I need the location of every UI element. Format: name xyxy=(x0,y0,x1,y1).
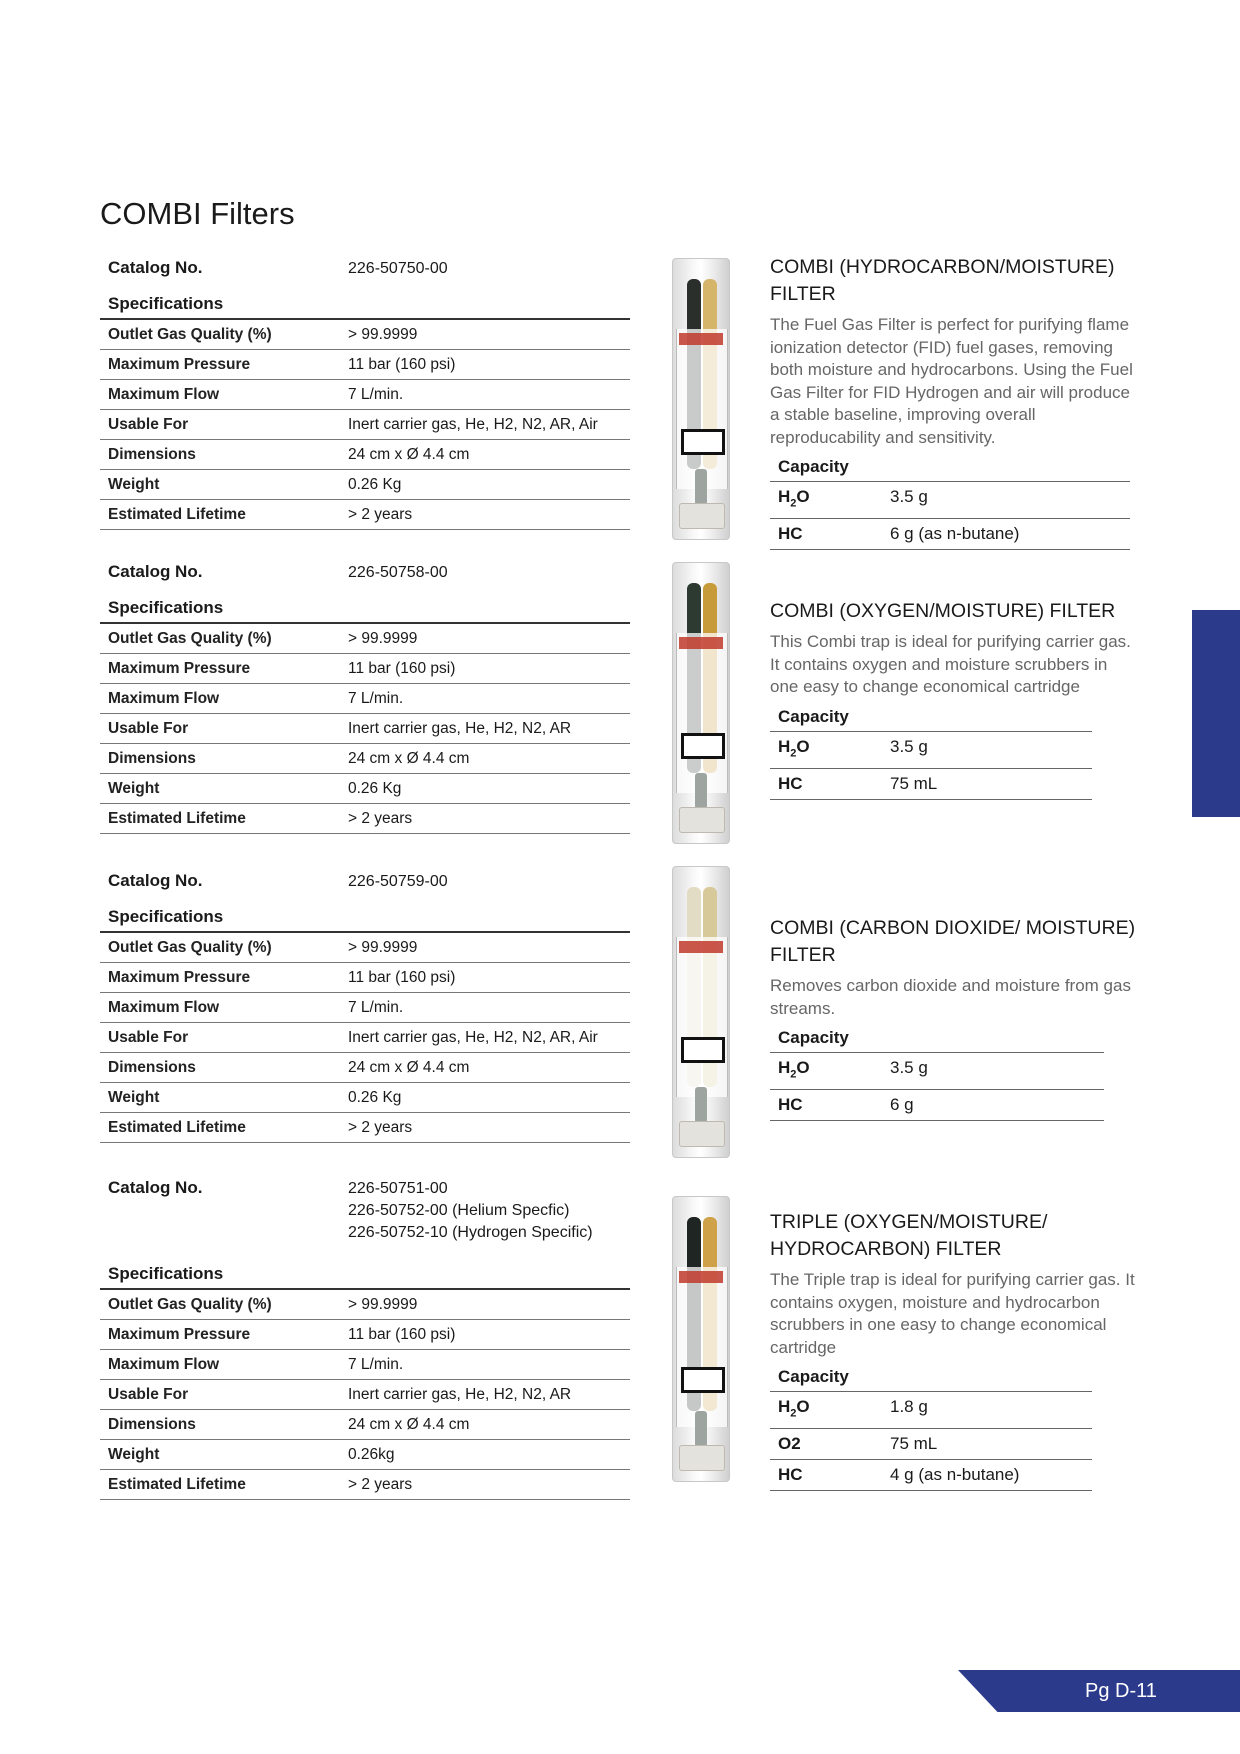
section-side-tab xyxy=(1192,610,1240,817)
brand-logo xyxy=(679,1271,723,1283)
cartridge-base xyxy=(679,1445,725,1471)
spec-row xyxy=(100,684,630,714)
product-description-block xyxy=(770,598,1140,800)
product-description: The Triple trap is ideal for purifying carrier gas. It contains oxygen, moisture and hydrocarbon scrubbers in one easy to change economical cartridge xyxy=(770,1270,1135,1357)
spec-value: Inert carrier gas, He, H2, N2, AR, Air xyxy=(348,416,598,433)
spec-label: Maximum Pressure xyxy=(108,660,251,677)
spec-label: Maximum Pressure xyxy=(108,1326,251,1343)
catalog-number xyxy=(348,258,448,280)
spec-label: Estimated Lifetime xyxy=(108,1119,246,1136)
spec-value: Inert carrier gas, He, H2, N2, AR, Air xyxy=(348,1029,598,1046)
indicator-icon xyxy=(681,1037,725,1063)
filter-cartridge-image xyxy=(672,562,732,842)
spec-value: 24 cm x Ø 4.4 cm xyxy=(348,446,470,463)
spec-label: Usable For xyxy=(108,720,189,737)
capacity-row xyxy=(770,1460,1092,1491)
spec-row xyxy=(100,320,630,350)
spec-row xyxy=(100,1023,630,1053)
spec-value: 11 bar (160 psi) xyxy=(348,1326,456,1343)
product-description: Removes carbon dioxide and moisture from gas streams. xyxy=(770,976,1131,1018)
spec-row xyxy=(100,1380,630,1410)
cartridge-tube xyxy=(672,258,730,540)
spec-value: 0.26kg xyxy=(348,1446,395,1463)
capacity-value: 75 mL xyxy=(890,773,938,793)
catalog-number-line: 226-50750-00 xyxy=(348,260,448,277)
capacity-heading: Capacity xyxy=(770,449,1130,482)
subscript: 2 xyxy=(790,1407,797,1420)
cartridge-base xyxy=(679,503,725,529)
cartridge-base xyxy=(679,807,725,833)
capacity-heading: Capacity xyxy=(770,1020,1104,1053)
capacity-row xyxy=(770,1090,1104,1121)
product-description-block xyxy=(770,915,1140,1121)
spec-row xyxy=(100,1290,630,1320)
catalog-row xyxy=(100,258,630,280)
capacity-table xyxy=(770,1359,1092,1491)
catalog-number-line: 226-50758-00 xyxy=(348,564,448,581)
spec-label: Estimated Lifetime xyxy=(108,810,246,827)
capacity-row xyxy=(770,482,1130,519)
product-title: COMBI (CARBON DIOXIDE/ MOISTURE) FILTER xyxy=(770,917,1136,966)
spec-row xyxy=(100,380,630,410)
spec-row xyxy=(100,993,630,1023)
indicator-icon xyxy=(681,429,725,455)
spec-label: Usable For xyxy=(108,1029,189,1046)
spec-value: 0.26 Kg xyxy=(348,1089,402,1106)
spec-value: > 99.9999 xyxy=(348,630,418,647)
spec-table xyxy=(100,258,630,530)
spec-label: Maximum Flow xyxy=(108,386,220,403)
capacity-row xyxy=(770,519,1130,550)
filter-cartridge-image xyxy=(672,258,732,538)
indicator-icon xyxy=(681,733,725,759)
cartridge-tube xyxy=(672,866,730,1158)
spec-table xyxy=(100,871,630,1143)
product-title: TRIPLE (OXYGEN/MOISTURE/ HYDROCARBON) FILTER xyxy=(770,1211,1048,1260)
cartridge-base xyxy=(679,1121,725,1147)
spec-row xyxy=(100,804,630,834)
spec-label: Weight xyxy=(108,1446,160,1463)
brand-logo xyxy=(679,333,723,345)
cartridge-stem xyxy=(695,773,707,809)
brand-logo xyxy=(679,941,723,953)
catalog-number-line: 226-50752-00 (Helium Specfic) xyxy=(348,1202,570,1219)
product-description-block xyxy=(770,1209,1140,1491)
capacity-row xyxy=(770,732,1092,769)
page-title: COMBI Filters xyxy=(100,196,295,231)
capacity-value: 1.8 g xyxy=(890,1397,928,1416)
spec-row xyxy=(100,774,630,804)
spec-label: Usable For xyxy=(108,1386,189,1403)
spec-value: 11 bar (160 psi) xyxy=(348,969,456,986)
spec-value: > 2 years xyxy=(348,1119,413,1136)
spec-value: Inert carrier gas, He, H2, N2, AR xyxy=(348,720,572,737)
spec-label: Maximum Flow xyxy=(108,690,220,707)
capacity-heading: Capacity xyxy=(770,699,1092,732)
spec-value: > 99.9999 xyxy=(348,1296,418,1313)
indicator-icon xyxy=(681,1367,725,1393)
spec-row xyxy=(100,470,630,500)
spec-label: Usable For xyxy=(108,416,189,433)
capacity-label: HC xyxy=(778,524,803,544)
cartridge-stem xyxy=(695,1087,707,1123)
spec-row xyxy=(100,714,630,744)
catalog-label: Catalog No. xyxy=(108,258,203,277)
capacity-value: 3.5 g xyxy=(890,487,928,506)
catalog-row xyxy=(100,562,630,584)
cartridge-tube xyxy=(672,562,730,844)
spec-value: 7 L/min. xyxy=(348,999,404,1016)
specifications-heading: Specifications xyxy=(100,907,630,933)
subscript: 2 xyxy=(790,746,797,759)
product-label xyxy=(676,329,728,489)
capacity-row xyxy=(770,769,1092,800)
spec-value: 24 cm x Ø 4.4 cm xyxy=(348,750,470,767)
spec-value: > 99.9999 xyxy=(348,326,418,343)
spec-label: Outlet Gas Quality (%) xyxy=(108,939,272,956)
spec-label: Outlet Gas Quality (%) xyxy=(108,630,272,647)
subscript: 2 xyxy=(790,1068,797,1081)
spec-row xyxy=(100,1410,630,1440)
capacity-label: $H_2O$ xyxy=(778,736,810,759)
spec-row xyxy=(100,744,630,774)
spec-row xyxy=(100,500,630,530)
product-title: COMBI (HYDROCARBON/MOISTURE) FILTER xyxy=(770,256,1115,305)
spec-value: > 2 years xyxy=(348,1476,413,1493)
spec-value: > 2 years xyxy=(348,810,413,827)
capacity-value: 6 g xyxy=(890,1095,914,1115)
spec-label: Dimensions xyxy=(108,750,196,767)
capacity-value: 6 g (as n-butane) xyxy=(890,524,1020,544)
spec-row xyxy=(100,963,630,993)
spec-value: 11 bar (160 psi) xyxy=(348,356,456,373)
spec-value: 0.26 Kg xyxy=(348,476,402,493)
product-label xyxy=(676,1267,728,1427)
specifications-heading: Specifications xyxy=(100,1264,630,1290)
product-description-block xyxy=(770,254,1140,550)
catalog-label: Catalog No. xyxy=(108,871,203,890)
spec-value: > 99.9999 xyxy=(348,939,418,956)
spec-label: Dimensions xyxy=(108,446,196,463)
spec-label: Outlet Gas Quality (%) xyxy=(108,326,272,343)
spec-value: 24 cm x Ø 4.4 cm xyxy=(348,1416,470,1433)
product-label xyxy=(676,633,728,793)
spec-label: Outlet Gas Quality (%) xyxy=(108,1296,272,1313)
cartridge-stem xyxy=(695,469,707,505)
capacity-row xyxy=(770,1053,1104,1090)
capacity-label: HC xyxy=(778,773,803,793)
capacity-value: 4 g (as n-butane) xyxy=(890,1465,1020,1485)
specifications-heading: Specifications xyxy=(100,294,630,320)
spec-label: Weight xyxy=(108,476,160,493)
catalog-label: Catalog No. xyxy=(108,1178,203,1197)
capacity-label: HC xyxy=(778,1465,803,1485)
spec-value: 7 L/min. xyxy=(348,690,404,707)
spec-value: 7 L/min. xyxy=(348,1356,404,1373)
spec-row xyxy=(100,1470,630,1500)
spec-row xyxy=(100,933,630,963)
capacity-label: $H_2O$ xyxy=(778,1058,810,1081)
spec-label: Weight xyxy=(108,1089,160,1106)
spec-table xyxy=(100,562,630,834)
spec-row xyxy=(100,350,630,380)
capacity-label: O2 xyxy=(778,1434,801,1454)
spec-row xyxy=(100,1113,630,1143)
catalog-number xyxy=(348,871,448,893)
capacity-value: 3.5 g xyxy=(890,1058,928,1077)
catalog-label: Catalog No. xyxy=(108,562,203,581)
spec-row xyxy=(100,410,630,440)
spec-label: Estimated Lifetime xyxy=(108,506,246,523)
spec-row xyxy=(100,1350,630,1380)
capacity-table xyxy=(770,699,1092,800)
capacity-label: $H_2O$ xyxy=(778,487,810,510)
spec-row xyxy=(100,1440,630,1470)
spec-value: > 2 years xyxy=(348,506,413,523)
spec-label: Maximum Flow xyxy=(108,999,220,1016)
capacity-label: $H_2O$ xyxy=(778,1397,810,1420)
catalog-row xyxy=(100,1178,630,1244)
capacity-row xyxy=(770,1392,1092,1429)
spec-row xyxy=(100,1320,630,1350)
capacity-label: HC xyxy=(778,1095,803,1115)
product-description: The Fuel Gas Filter is perfect for purifying flame ionization detector (FID) fuel gases, removing both moisture and hydrocarbons. Using the Fuel Gas Filter for FID Hydrogen and air will produce a stable baseline, improving overall reproducability and sensitivity. xyxy=(770,315,1133,447)
spec-label: Dimensions xyxy=(108,1059,196,1076)
spec-label: Weight xyxy=(108,780,160,797)
spec-row xyxy=(100,654,630,684)
catalog-number-line: 226-50751-00 xyxy=(348,1180,448,1197)
catalog-number-line: 226-50759-00 xyxy=(348,873,448,890)
filter-cartridge-image xyxy=(672,866,732,1156)
spec-value: 7 L/min. xyxy=(348,386,404,403)
product-label xyxy=(676,937,728,1097)
product-description: This Combi trap is ideal for purifying carrier gas. It contains oxygen and moisture scrubbers in one easy to change economical cartridge xyxy=(770,632,1131,696)
spec-value: 11 bar (160 psi) xyxy=(348,660,456,677)
cartridge-tube xyxy=(672,1196,730,1482)
subscript: 2 xyxy=(790,497,797,510)
catalog-number-line: 226-50752-10 (Hydrogen Specific) xyxy=(348,1224,593,1241)
product-title: COMBI (OXYGEN/MOISTURE) FILTER xyxy=(770,600,1116,622)
cartridge-stem xyxy=(695,1411,707,1447)
spec-row xyxy=(100,440,630,470)
spec-row xyxy=(100,624,630,654)
brand-logo xyxy=(679,637,723,649)
spec-table xyxy=(100,1178,630,1500)
spec-label: Estimated Lifetime xyxy=(108,1476,246,1493)
spec-label: Maximum Pressure xyxy=(108,969,251,986)
capacity-row xyxy=(770,1429,1092,1460)
spec-value: 0.26 Kg xyxy=(348,780,402,797)
spec-value: 24 cm x Ø 4.4 cm xyxy=(348,1059,470,1076)
catalog-row xyxy=(100,871,630,893)
spec-row xyxy=(100,1083,630,1113)
specifications-heading: Specifications xyxy=(100,598,630,624)
page-number: Pg D-11 xyxy=(1085,1680,1157,1702)
catalog-number xyxy=(348,1178,593,1244)
capacity-table xyxy=(770,1020,1104,1121)
filter-cartridge-image xyxy=(672,1196,732,1480)
spec-label: Dimensions xyxy=(108,1416,196,1433)
spec-label: Maximum Pressure xyxy=(108,356,251,373)
capacity-heading: Capacity xyxy=(770,1359,1092,1392)
spec-row xyxy=(100,1053,630,1083)
capacity-value: 75 mL xyxy=(890,1434,938,1454)
capacity-table xyxy=(770,449,1130,550)
capacity-value: 3.5 g xyxy=(890,736,928,756)
spec-label: Maximum Flow xyxy=(108,1356,220,1373)
catalog-number xyxy=(348,562,448,584)
spec-value: Inert carrier gas, He, H2, N2, AR xyxy=(348,1386,572,1403)
